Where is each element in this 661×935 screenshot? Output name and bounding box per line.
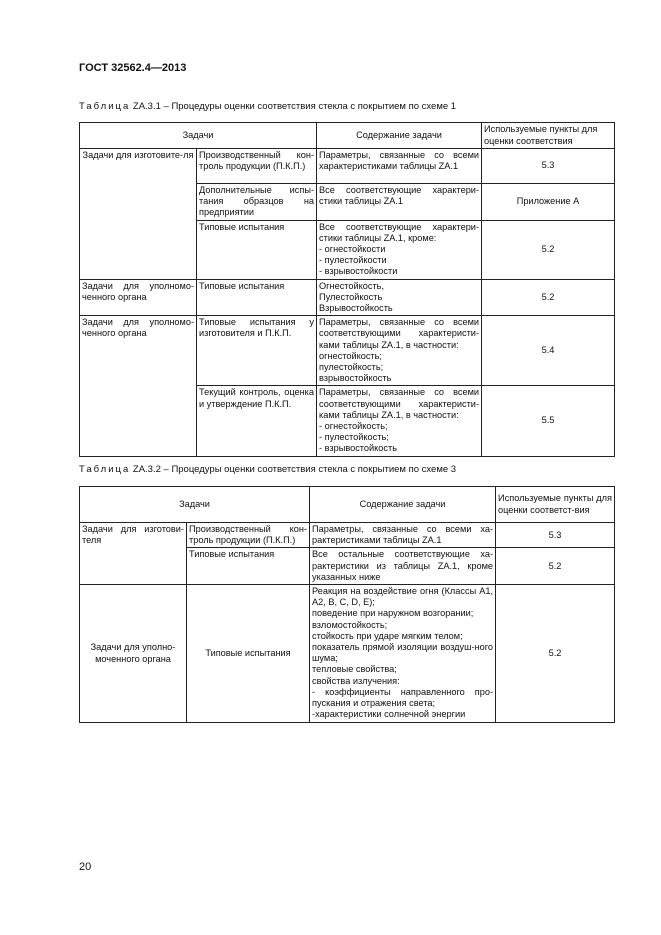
content-line: Огнестойкость, — [319, 280, 385, 291]
table1-clause-cell: Приложение А — [482, 184, 615, 221]
table1-subtask-cell: Типовые испытания — [197, 220, 317, 279]
table-row — [80, 523, 615, 548]
table2-content-cell — [310, 548, 496, 585]
content-line: Все остальные соответствующие ха-рактеристики из таблицы ZA.1, кроме указанных ниже — [312, 549, 494, 582]
content-line: стойкость при ударе мягким телом; — [312, 630, 463, 641]
table2-caption — [79, 464, 456, 475]
content-line: - огнестойкости — [319, 244, 386, 255]
table1-subtask-cell: Производственный кон-троль продукции (П.К.П.) — [197, 149, 317, 184]
content-line: Реакция на воздействие огня (Классы A1, A2, B, C, D, E); — [312, 586, 494, 608]
content-line: Параметры, связанные со всеми характеристиками таблицы ZA.1 — [319, 150, 480, 172]
content-line: Параметры, связанные со всеми соответствующими характеристи-ками таблицы ZA.1, в частности: — [319, 387, 480, 420]
content-line: - огнестойкость; — [319, 421, 388, 432]
table1-subtask-cell: Типовые испытания — [197, 279, 317, 316]
table2-task-cell: Задачи для уполно-моченного органа — [80, 585, 187, 723]
table2-clause-cell: 5.2 — [496, 585, 615, 723]
table2-subtask-cell: Типовые испытания — [187, 585, 310, 723]
table1-clause-cell: 5.2 — [482, 279, 615, 316]
content-line: Параметры, связанные со всеми соответствующими характеристи-ками таблицы ZA.1, в частности: — [319, 317, 480, 350]
content-line: взрывостойкость — [319, 373, 392, 384]
table2-header-tasks: Задачи — [80, 487, 310, 523]
table1-task-cell: Задачи для изготовите-ля — [80, 149, 197, 280]
table2-header-content: Содержание задачи — [310, 487, 496, 523]
table2-caption-text: ZA.3.2 – Процедуры оценки соответствия стекла с покрытием по схеме 3 — [132, 464, 457, 475]
table2-header-clauses: Используемые пункты для оценки соответст-вия — [496, 487, 615, 523]
content-line: взломостойкость; — [312, 619, 388, 630]
table-row — [80, 279, 615, 316]
table2-content-cell — [310, 585, 496, 723]
table1-content-cell — [317, 220, 482, 279]
table1-caption-prefix: Таблица — [79, 101, 131, 112]
content-line: свойства излучения: — [312, 675, 400, 686]
content-line: - взрывостойкость — [319, 443, 397, 454]
table1-header-content: Содержание задачи — [317, 123, 482, 149]
table-row — [80, 585, 615, 723]
table2-subtask-cell: Производственный кон-троль продукции (П.К.П.) — [187, 523, 310, 548]
table1-subtask-cell: Дополнительные испы-тания образцов на предприятии — [197, 184, 317, 221]
content-line: - пулестойкости — [319, 255, 387, 266]
table1-caption-text: ZA.3.1 – Процедуры оценки соответствия стекла с покрытием по схеме 1 — [132, 101, 457, 112]
content-line: - пулестойкость; — [319, 432, 389, 443]
table1-task-cell: Задачи для уполномо-ченного органа — [80, 279, 197, 316]
table1-task-cell: Задачи для уполномо-ченного органа — [80, 316, 197, 456]
content-line: Пулестойкость — [319, 291, 383, 302]
content-line: пулестойкость; — [319, 362, 384, 373]
document-code: ГОСТ 32562.4—2013 — [79, 62, 187, 74]
content-line: показатель прямой изоляции воздуш-ного шума; — [312, 642, 494, 664]
content-line: Взрывостойкость — [319, 303, 393, 314]
table1-header-clauses: Используемые пункты для оценки соответствия — [482, 123, 615, 149]
table1-content-cell — [317, 184, 482, 221]
page-number: 20 — [79, 861, 92, 873]
table1-content-cell — [317, 149, 482, 184]
table2-caption-prefix: Таблица — [79, 464, 131, 475]
table2-clause-cell: 5.2 — [496, 548, 615, 585]
content-line: поведение при наружном возгорании; — [312, 608, 474, 619]
table2-task-cell: Задачи для изготови-теля — [80, 523, 187, 585]
content-line: -характеристики солнечной энергии — [312, 709, 466, 720]
content-line: - коэффициенты направленного про-пускания и отражения света; — [312, 686, 494, 709]
content-line: Все соответствующие характери-стики таблицы ZA.1 — [319, 185, 480, 207]
table1-caption — [79, 101, 456, 112]
table1-clause-cell: 5.2 — [482, 220, 615, 279]
table-row — [80, 149, 615, 184]
table2-subtask-cell: Типовые испытания — [187, 548, 310, 585]
content-line: огнестойкость; — [319, 350, 382, 361]
table2-clause-cell: 5.3 — [496, 523, 615, 548]
content-line: тепловые свойства; — [312, 664, 397, 675]
table2-content-cell — [310, 523, 496, 548]
content-line: Все соответствующие характери-стики таблицы ZA.1, кроме: — [319, 221, 480, 243]
table1-content-cell — [317, 316, 482, 386]
table1-content-cell — [317, 279, 482, 316]
table1-clause-cell: 5.3 — [482, 149, 615, 184]
table1-subtask-cell: Текущий контроль, оценка и утверждение П.К.П. — [197, 386, 317, 456]
table1-clause-cell: 5.5 — [482, 386, 615, 456]
table1-content-cell — [317, 386, 482, 456]
table-za-3-2 — [79, 486, 615, 723]
table1-header-tasks: Задачи — [80, 123, 317, 149]
content-line: - взрывостойкости — [319, 266, 398, 277]
content-line: Параметры, связанные со всеми ха-рактеристиками таблицы ZA.1 — [312, 524, 494, 546]
table-za-3-1 — [79, 122, 615, 457]
table-row — [80, 316, 615, 386]
table1-subtask-cell: Типовые испытания у изготовителя и П.К.П. — [197, 316, 317, 386]
table1-clause-cell: 5.4 — [482, 316, 615, 386]
